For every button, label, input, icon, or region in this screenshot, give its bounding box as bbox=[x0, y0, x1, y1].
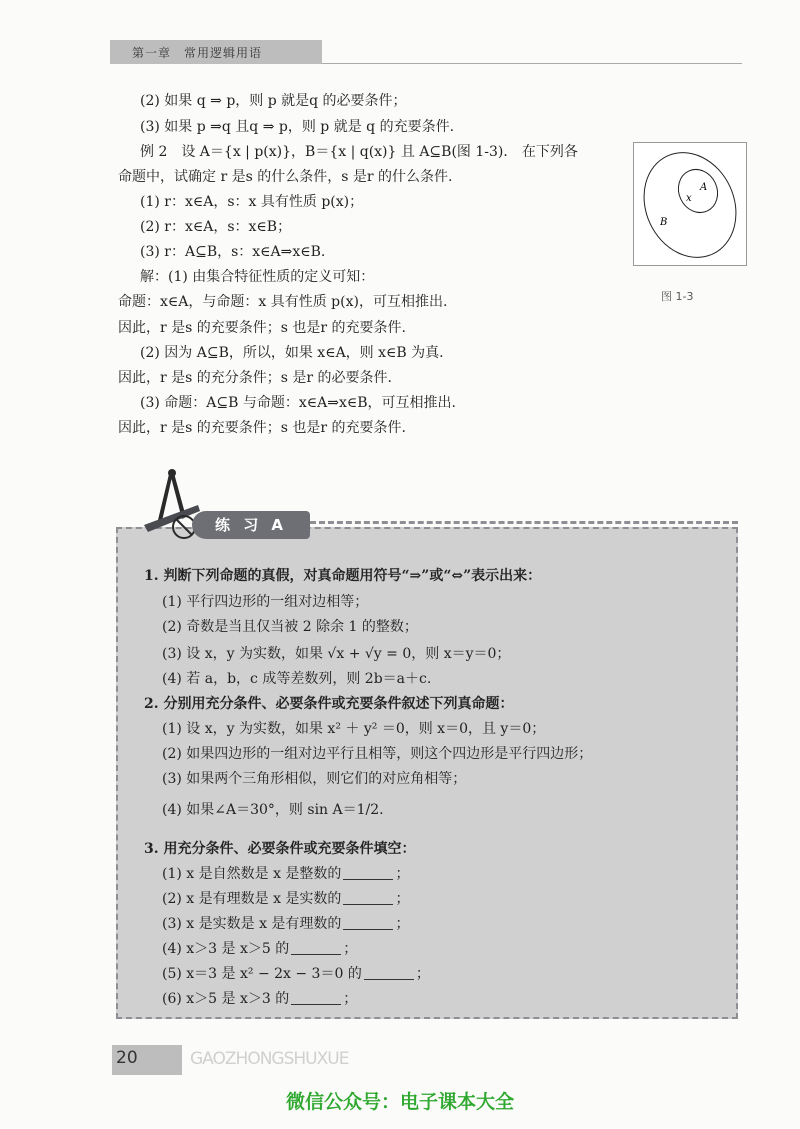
exercise-item: (3) 设 x，y 为实数，如果 √x + √y = 0，则 x＝y＝0； bbox=[162, 646, 511, 662]
body-line: (2) 如果 q ⇒ p，则 p 就是q 的必要条件； bbox=[140, 93, 407, 109]
fill-blank-item: (3) x 是实数是 x 是有理数的 ； bbox=[162, 916, 410, 932]
exercise-item: (4) 如果∠A＝30°，则 sin A＝1/2. bbox=[162, 802, 384, 818]
answer-blank bbox=[364, 967, 414, 980]
body-line: 因此，r 是s 的充要条件；s 也是r 的充要条件. bbox=[118, 320, 407, 336]
body-line: 因此，r 是s 的充分条件；s 是r 的必要条件. bbox=[118, 370, 393, 386]
fill-blank-item: (1) x 是自然数是 x 是整数的 ； bbox=[162, 866, 410, 882]
set-a-label: A bbox=[700, 182, 708, 193]
header-rule bbox=[322, 63, 742, 64]
answer-blank bbox=[343, 892, 393, 905]
exercise-3-prompt: 3. 用充分条件、必要条件或充要条件填空： bbox=[144, 841, 416, 857]
exercise-item: (4) 若 a，b，c 成等差数列，则 2b＝a＋c. bbox=[162, 671, 432, 687]
fill-blank-item: (4) x＞3 是 x＞5 的 ； bbox=[162, 941, 358, 957]
exercise-item: (3) 如果两个三角形相似，则它们的对应角相等； bbox=[162, 771, 467, 787]
practice-dash-rule bbox=[310, 521, 738, 524]
body-line: (2) r：x∈A，s：x∈B； bbox=[140, 219, 292, 235]
element-x-label: x bbox=[686, 193, 692, 204]
venn-figure bbox=[633, 142, 747, 266]
body-line: (1) r：x∈A，s：x 具有性质 p(x)； bbox=[140, 194, 364, 210]
body-line: 命题中，试确定 r 是s 的什么条件，s 是r 的什么条件. bbox=[118, 169, 453, 185]
venn-diagram bbox=[634, 143, 746, 265]
example-heading: 例 2 设 A＝{x | p(x)}，B＝{x | q(x)} 且 A⊆B(图 1-3)． 在下列各 bbox=[140, 144, 578, 160]
watermark-text: 微信公众号：电子课本大全 bbox=[285, 1091, 514, 1113]
footer-brand: GAOZHONGSHUXUE bbox=[190, 1049, 349, 1069]
answer-blank bbox=[343, 917, 393, 930]
exercise-item: (2) 如果四边形的一组对边平行且相等，则这个四边形是平行四边形； bbox=[162, 746, 593, 762]
figure-caption: 图 1-3 bbox=[661, 290, 694, 303]
fill-blank-item: (5) x＝3 是 x² − 2x − 3＝0 的 ； bbox=[162, 966, 430, 982]
answer-blank bbox=[291, 992, 341, 1005]
set-b-label: B bbox=[660, 217, 668, 228]
solution-heading: 解：(1) 由集合特征性质的定义可知： bbox=[140, 269, 375, 285]
answer-blank bbox=[291, 942, 341, 955]
fill-blank-item: (6) x＞5 是 x＞3 的 ； bbox=[162, 991, 358, 1007]
practice-title: 练 习 A bbox=[192, 511, 310, 539]
exercise-1-prompt: 1. 判断下列命题的真假，对真命题用符号“⇒”或“⇔”表示出来： bbox=[144, 568, 542, 584]
exercise-item: (1) 平行四边形的一组对边相等； bbox=[162, 594, 369, 610]
answer-blank bbox=[343, 867, 393, 880]
body-line: (2) 因为 A⊆B，所以，如果 x∈A，则 x∈B 为真. bbox=[140, 345, 444, 361]
page-number: 20 bbox=[116, 1048, 138, 1068]
body-line: 因此，r 是s 的充要条件；s 也是r 的充要条件. bbox=[118, 420, 407, 436]
body-line: (3) 如果 p ⇒q 且q ⇒ p，则 p 就是 q 的充要条件. bbox=[140, 119, 455, 135]
exercise-item: (1) 设 x，y 为实数，如果 x² ＋ y² ＝0，则 x＝0，且 y＝0； bbox=[162, 721, 546, 737]
body-line: (3) r：A⊆B，s：x∈A⇒x∈B. bbox=[140, 244, 326, 260]
exercise-item: (2) 奇数是当且仅当被 2 除余 1 的整数； bbox=[162, 619, 418, 635]
body-line: 命题：x∈A，与命题：x 具有性质 p(x)，可互相推出. bbox=[118, 294, 448, 310]
exercise-2-prompt: 2. 分别用充分条件、必要条件或充要条件叙述下列真命题： bbox=[144, 696, 514, 712]
chapter-title: 第一章 常用逻辑用语 bbox=[132, 46, 263, 60]
body-line: (3) 命题：A⊆B 与命题：x∈A⇒x∈B，可互相推出. bbox=[140, 395, 456, 411]
fill-blank-item: (2) x 是有理数是 x 是实数的 ； bbox=[162, 891, 410, 907]
